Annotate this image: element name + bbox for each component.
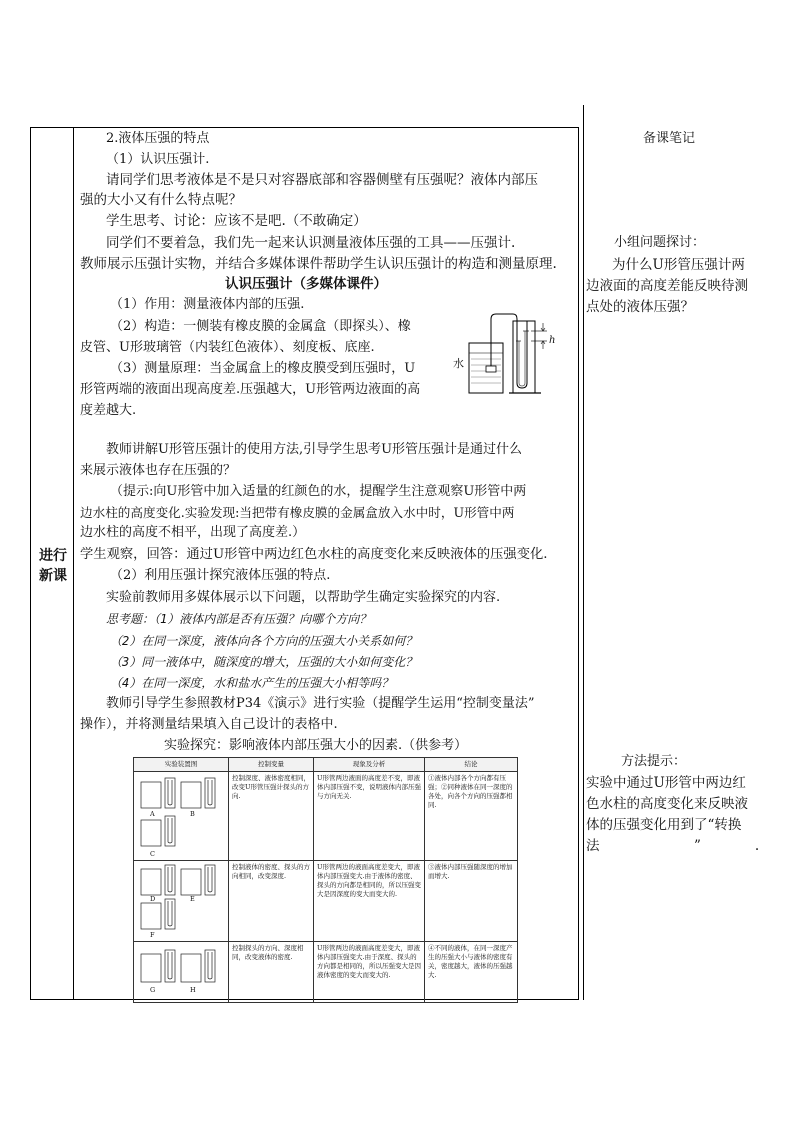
discussion-line: 点处的液体压强？ <box>586 299 694 315</box>
para-line: 教师引导学生参照教材P34《演示》进行实验（提醒学生运用“控制变量法” <box>106 696 535 711</box>
para-line: 来展示液体也存在压强的？ <box>80 463 237 478</box>
col-header: 控制变量 <box>229 758 314 772</box>
side-label-line-1: 进行 <box>39 548 67 564</box>
para-line: 教师展示压强计实物，并结合多媒体课件帮助学生认识压强计的构造和测量原理. <box>80 256 557 272</box>
discussion-line: 边液面的高度差能反映待测 <box>586 278 748 294</box>
para-line: 强的大小又有什么特点呢？ <box>80 192 242 208</box>
conclusion-cell: ③液体内部压强随深度的增加而增大. <box>425 861 518 942</box>
para-line: （3）测量原理：当金属盒上的橡皮膜受到压强时，U <box>110 361 416 376</box>
para-line: （1）作用：测量液体内部的压强. <box>110 297 305 312</box>
para-line: 学生思考、讨论：应该不是吧.（不敢确定） <box>106 213 367 229</box>
table-row <box>134 861 518 942</box>
apparatus-diagram <box>137 944 223 992</box>
col-header: 实验装置图 <box>134 758 229 772</box>
frame-top <box>30 127 579 128</box>
phenomenon-cell: U形管两边液面的高度差不变，即液体内部压强不变，说明液体内部压强与方向无关. <box>314 772 425 861</box>
para-line: 皮管、U形玻璃管（内装红色液体）、刻度板、底座. <box>80 340 375 355</box>
phenomenon-cell: U形管两边的液面高度差变大，即液体内部压强变大.由于深度、探头的方向都是相同的，所以压强变大是因液体密度的变大而变大的. <box>314 942 425 1003</box>
para-line: 请同学们思考液体是不是只对容器底部和容器侧壁有压强呢？液体内部压 <box>106 172 538 188</box>
frame-right <box>578 127 579 1000</box>
para-line: 度差越大. <box>80 403 137 418</box>
frame-left <box>30 127 31 1000</box>
phenomenon-cell: U形管两边的液面高度差变大，即液体内部压强变大.由于液体的密度、探头的方向都是相同的，所以压强变大是因深度的变大而变大的. <box>314 861 425 942</box>
para-line: （提示:向U形管中加入适量的红颜色的水，提醒学生注意观察U形管中两 <box>110 484 527 499</box>
method-title: 方法提示： <box>621 754 687 769</box>
para-line: （1）认识压强计. <box>106 152 210 167</box>
conclusion-cell: ①液体内部各个方向都有压强；②同种液体在同一深度的各处，向各个方向的压强都相同. <box>425 772 518 861</box>
experiment-table <box>133 757 518 1003</box>
control-cell: 控制探头的方向、深度相同，改变液体的密度. <box>229 942 314 1003</box>
para-line: （2）利用压强计探究液体压强的特点. <box>110 568 331 583</box>
fig-label-f: F <box>150 931 155 939</box>
fig-label-c: C <box>150 850 155 858</box>
para-line: 教师讲解U形管压强计的使用方法,引导学生思考U形管压强计是通过什么 <box>106 442 523 457</box>
pressure-gauge-figure <box>451 311 563 399</box>
para-line: 学生观察，回答：通过U形管中两边红色水柱的高度变化来反映液体的压强变化. <box>80 547 548 562</box>
discussion-title: 小组问题探讨： <box>614 235 706 250</box>
discussion-line: 为什么U形管压强计两 <box>612 257 745 273</box>
para-line: 边水柱的高度不相平，出现了高度差.） <box>80 525 306 540</box>
h-label: h <box>549 335 556 346</box>
question-1: 思考题：（1）液体内部是否有压强？向哪个方向？ <box>106 612 372 626</box>
method-line: 法 ” . <box>586 838 760 854</box>
question-4: （4）在同一深度，水和盐水产生的压强大小相等吗？ <box>110 676 394 690</box>
experiment-caption: 实验探究：影响液体内部压强大小的因素.（供参考） <box>164 738 468 753</box>
conclusion-cell: ④不同的液体，在同一深度产生的压强大小与液体的密度有关，密度越大，液体的压强越大. <box>425 942 518 1003</box>
table-row <box>134 942 518 1003</box>
frame-divider-label <box>73 127 74 1000</box>
fig-label-e: E <box>190 895 195 903</box>
para-line: 实验前教师用多媒体展示以下问题，以帮助学生确定实验探究的内容. <box>106 590 501 605</box>
column-separator <box>583 105 584 1000</box>
question-2: （2）在同一深度，液体向各个方向的压强大小关系如何？ <box>110 634 418 648</box>
para-line: 形管两端的液面出现高度差.压强越大，U形管两边液面的高 <box>80 382 421 397</box>
fig-label-h: H <box>190 986 196 994</box>
para-line: （2）构造：一侧装有橡皮膜的金属盒（即探头）、橡 <box>110 319 411 334</box>
section-heading: 认识压强计（多媒体课件） <box>225 276 387 292</box>
apparatus-cell <box>134 772 229 861</box>
fig-label-d: D <box>150 895 156 903</box>
method-line: 实验中通过U形管中两边红 <box>586 775 746 791</box>
para-line: 操作），并将测量结果填入自己设计的表格中. <box>80 717 338 732</box>
water-label: 水 <box>453 357 464 370</box>
fig-label-g: G <box>150 986 156 994</box>
table-row <box>134 772 518 861</box>
para-line: 边水柱的高度变化.实验发现:当把带有橡皮膜的金属盒放入水中时，U形管中两 <box>80 505 515 520</box>
notes-title: 备课笔记 <box>643 131 696 146</box>
control-cell: 控制深度、液体密度相同，改变U形管压强计探头的方向. <box>229 772 314 861</box>
side-label <box>37 546 69 586</box>
apparatus-cell <box>134 861 229 942</box>
method-line: 体的压强变化用到了“转换 <box>586 817 742 833</box>
fig-label-b: B <box>190 810 195 818</box>
control-cell: 控制液体的密度、探头的方向相同，改变深度. <box>229 861 314 942</box>
side-label-line-2: 新课 <box>39 568 67 584</box>
heading-liquid-pressure: 2.液体压强的特点 <box>106 131 210 146</box>
para-line: 同学们不要着急，我们先一起来认识测量液体压强的工具——压强计. <box>106 235 516 251</box>
question-3: （3）同一液体中，随深度的增大，压强的大小如何变化？ <box>110 655 418 669</box>
col-header: 现象及分析 <box>314 758 425 772</box>
method-line: 色水柱的高度变化来反映液 <box>586 796 748 812</box>
apparatus-cell <box>134 942 229 1003</box>
col-header: 结论 <box>425 758 518 772</box>
fig-label-a: A <box>150 810 155 818</box>
